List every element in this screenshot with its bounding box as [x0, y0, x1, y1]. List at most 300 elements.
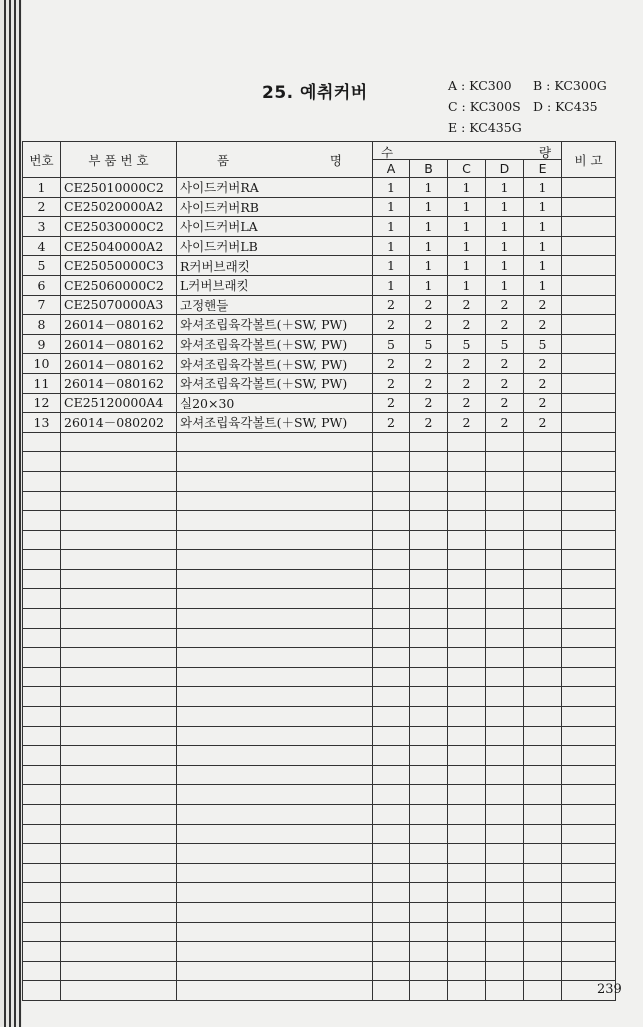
cell-qty-e — [524, 785, 562, 805]
cell-qty-e — [524, 648, 562, 668]
section-title: 25. 예취커버 — [262, 83, 368, 103]
cell-qty-c — [448, 961, 486, 981]
cell-qty-d: 2 — [486, 413, 524, 433]
cell-qty-a: 5 — [373, 334, 410, 354]
cell-qty-a: 1 — [373, 217, 410, 237]
cell-qty-d — [486, 589, 524, 609]
cell-qty-c: 1 — [448, 217, 486, 237]
cell-qty-c — [448, 844, 486, 864]
cell-part-no — [61, 569, 177, 589]
cell-name — [177, 609, 373, 629]
cell-qty-e — [524, 707, 562, 727]
header-qty-left: 수 — [381, 145, 394, 160]
cell-part-no — [61, 530, 177, 550]
cell-qty-c: 5 — [448, 334, 486, 354]
cell-qty-c: 2 — [448, 393, 486, 413]
cell-qty-e — [524, 942, 562, 962]
cell-qty-b: 2 — [410, 315, 448, 335]
cell-qty-e: 2 — [524, 413, 562, 433]
cell-qty-c — [448, 863, 486, 883]
cell-qty-a: 1 — [373, 256, 410, 276]
cell-qty-d — [486, 569, 524, 589]
cell-qty-a — [373, 942, 410, 962]
cell-qty-e — [524, 746, 562, 766]
table-row — [23, 236, 616, 256]
cell-qty-a: 2 — [373, 373, 410, 393]
cell-qty-d — [486, 746, 524, 766]
cell-part-no — [61, 746, 177, 766]
cell-part-no — [61, 687, 177, 707]
cell-remarks — [562, 178, 616, 198]
cell-qty-a: 2 — [373, 354, 410, 374]
header-model-d: D — [486, 160, 524, 178]
header-name — [177, 142, 373, 178]
cell-qty-e — [524, 491, 562, 511]
header-part-no: 부 품 번 호 — [61, 142, 177, 178]
cell-qty-d — [486, 863, 524, 883]
header-remarks: 비 고 — [562, 142, 616, 178]
cell-qty-b: 1 — [410, 236, 448, 256]
cell-qty-d — [486, 452, 524, 472]
table-row — [23, 922, 616, 942]
cell-part-no — [61, 883, 177, 903]
cell-qty-e — [524, 432, 562, 452]
cell-qty-a — [373, 785, 410, 805]
table-row — [23, 961, 616, 981]
cell-qty-b — [410, 569, 448, 589]
cell-name — [177, 824, 373, 844]
cell-qty-e — [524, 981, 562, 1001]
cell-no — [23, 648, 61, 668]
table-row — [23, 942, 616, 962]
cell-qty-d — [486, 491, 524, 511]
cell-remarks — [562, 942, 616, 962]
cell-name: R커버브래킷 — [177, 256, 373, 276]
cell-part-no — [61, 765, 177, 785]
cell-no: 4 — [23, 236, 61, 256]
cell-qty-c: 2 — [448, 413, 486, 433]
cell-name — [177, 844, 373, 864]
cell-part-no — [61, 785, 177, 805]
cell-qty-a — [373, 491, 410, 511]
cell-qty-b — [410, 883, 448, 903]
cell-remarks — [562, 452, 616, 472]
cell-name — [177, 883, 373, 903]
cell-name: 실20×30 — [177, 393, 373, 413]
cell-remarks — [562, 707, 616, 727]
cell-qty-b — [410, 785, 448, 805]
cell-qty-c — [448, 707, 486, 727]
table-row — [23, 413, 616, 433]
cell-qty-e: 2 — [524, 354, 562, 374]
cell-qty-c — [448, 824, 486, 844]
cell-qty-e — [524, 824, 562, 844]
cell-no — [23, 511, 61, 531]
cell-qty-c: 2 — [448, 354, 486, 374]
cell-name — [177, 530, 373, 550]
cell-qty-a — [373, 432, 410, 452]
cell-qty-c — [448, 609, 486, 629]
parts-table — [22, 141, 616, 1001]
cell-qty-a — [373, 805, 410, 825]
cell-qty-c: 2 — [448, 373, 486, 393]
cell-qty-b: 2 — [410, 413, 448, 433]
book-binding-edge — [0, 0, 22, 1027]
cell-name — [177, 628, 373, 648]
cell-name — [177, 726, 373, 746]
cell-remarks — [562, 413, 616, 433]
cell-qty-b: 1 — [410, 217, 448, 237]
cell-name — [177, 589, 373, 609]
cell-qty-b — [410, 863, 448, 883]
legend-entry: C : KC300S — [448, 99, 521, 114]
cell-part-no: 26014－080162 — [61, 334, 177, 354]
cell-qty-d: 2 — [486, 373, 524, 393]
cell-remarks — [562, 550, 616, 570]
cell-qty-b — [410, 942, 448, 962]
cell-qty-b — [410, 922, 448, 942]
table-row — [23, 824, 616, 844]
cell-qty-c — [448, 765, 486, 785]
cell-qty-e — [524, 863, 562, 883]
cell-part-no: CE25040000A2 — [61, 236, 177, 256]
cell-part-no — [61, 805, 177, 825]
legend-entry: D : KC435 — [533, 99, 598, 114]
cell-part-no: CE25070000A3 — [61, 295, 177, 315]
cell-part-no: CE25020000A2 — [61, 197, 177, 217]
cell-qty-a: 2 — [373, 413, 410, 433]
header-qty-right: 량 — [538, 145, 552, 160]
cell-qty-d: 1 — [486, 178, 524, 198]
cell-name: 와셔조립육각볼트(＋SW, PW) — [177, 315, 373, 335]
cell-qty-a — [373, 961, 410, 981]
cell-no: 12 — [23, 393, 61, 413]
cell-part-no — [61, 844, 177, 864]
cell-name — [177, 805, 373, 825]
table-row — [23, 648, 616, 668]
cell-part-no — [61, 942, 177, 962]
cell-name — [177, 746, 373, 766]
cell-qty-a — [373, 902, 410, 922]
cell-name — [177, 765, 373, 785]
cell-qty-a — [373, 726, 410, 746]
header-model-e: E — [524, 160, 562, 178]
cell-qty-b — [410, 471, 448, 491]
cell-no: 6 — [23, 275, 61, 295]
cell-qty-b — [410, 648, 448, 668]
cell-qty-b: 2 — [410, 295, 448, 315]
table-row — [23, 805, 616, 825]
cell-name: 사이드커버LB — [177, 236, 373, 256]
cell-qty-c — [448, 628, 486, 648]
cell-qty-d — [486, 530, 524, 550]
cell-qty-d — [486, 609, 524, 629]
cell-part-no — [61, 511, 177, 531]
cell-no — [23, 785, 61, 805]
cell-qty-d: 2 — [486, 315, 524, 335]
legend-entry: E : KC435G — [448, 120, 522, 135]
cell-qty-d — [486, 785, 524, 805]
cell-remarks — [562, 217, 616, 237]
cell-qty-a — [373, 550, 410, 570]
cell-qty-e — [524, 569, 562, 589]
cell-qty-e — [524, 687, 562, 707]
cell-part-no: 26014－080162 — [61, 354, 177, 374]
cell-remarks — [562, 648, 616, 668]
cell-remarks — [562, 256, 616, 276]
cell-qty-e: 2 — [524, 295, 562, 315]
cell-name — [177, 432, 373, 452]
cell-qty-c — [448, 726, 486, 746]
cell-remarks — [562, 354, 616, 374]
cell-qty-a — [373, 569, 410, 589]
cell-qty-a: 2 — [373, 295, 410, 315]
cell-qty-e — [524, 844, 562, 864]
table-row — [23, 667, 616, 687]
cell-qty-d — [486, 805, 524, 825]
cell-qty-a — [373, 746, 410, 766]
cell-name — [177, 648, 373, 668]
cell-no: 9 — [23, 334, 61, 354]
cell-qty-a — [373, 707, 410, 727]
cell-qty-e — [524, 609, 562, 629]
cell-name — [177, 667, 373, 687]
table-row — [23, 785, 616, 805]
cell-qty-b — [410, 432, 448, 452]
cell-qty-b — [410, 667, 448, 687]
cell-name — [177, 863, 373, 883]
cell-name — [177, 491, 373, 511]
cell-remarks — [562, 393, 616, 413]
cell-qty-c — [448, 432, 486, 452]
cell-qty-d — [486, 883, 524, 903]
cell-no — [23, 942, 61, 962]
cell-qty-a: 2 — [373, 393, 410, 413]
cell-qty-a — [373, 863, 410, 883]
cell-qty-e: 5 — [524, 334, 562, 354]
legend-line — [448, 75, 618, 96]
cell-remarks — [562, 295, 616, 315]
cell-qty-d: 1 — [486, 275, 524, 295]
cell-qty-a — [373, 628, 410, 648]
cell-no — [23, 863, 61, 883]
cell-qty-d: 1 — [486, 217, 524, 237]
cell-part-no — [61, 491, 177, 511]
cell-no — [23, 667, 61, 687]
cell-qty-c — [448, 942, 486, 962]
cell-part-no — [61, 609, 177, 629]
cell-part-no: CE25120000A4 — [61, 393, 177, 413]
table-row — [23, 863, 616, 883]
table-row — [23, 178, 616, 198]
cell-name: 고정핸들 — [177, 295, 373, 315]
table-row — [23, 491, 616, 511]
cell-qty-e: 1 — [524, 178, 562, 198]
table-row — [23, 726, 616, 746]
cell-part-no — [61, 550, 177, 570]
table-row — [23, 902, 616, 922]
cell-remarks — [562, 961, 616, 981]
cell-qty-a — [373, 589, 410, 609]
cell-no — [23, 805, 61, 825]
cell-qty-b — [410, 707, 448, 727]
cell-qty-b — [410, 961, 448, 981]
cell-remarks — [562, 687, 616, 707]
cell-qty-b — [410, 491, 448, 511]
cell-remarks — [562, 471, 616, 491]
cell-qty-e: 1 — [524, 275, 562, 295]
table-row — [23, 589, 616, 609]
cell-remarks — [562, 609, 616, 629]
cell-part-no — [61, 902, 177, 922]
table-row — [23, 746, 616, 766]
cell-part-no — [61, 824, 177, 844]
cell-qty-d: 5 — [486, 334, 524, 354]
cell-qty-c — [448, 922, 486, 942]
page-number: 239 — [597, 982, 622, 997]
cell-qty-b — [410, 765, 448, 785]
header-name-a: 품 — [217, 153, 230, 168]
cell-qty-d — [486, 902, 524, 922]
table-row — [23, 550, 616, 570]
cell-qty-d — [486, 667, 524, 687]
cell-qty-a — [373, 844, 410, 864]
cell-qty-c — [448, 491, 486, 511]
cell-remarks — [562, 275, 616, 295]
cell-qty-b — [410, 726, 448, 746]
table-row — [23, 883, 616, 903]
cell-qty-c — [448, 530, 486, 550]
cell-remarks — [562, 530, 616, 550]
cell-remarks — [562, 883, 616, 903]
cell-no — [23, 726, 61, 746]
cell-no — [23, 530, 61, 550]
legend-entry: B : KC300G — [533, 78, 607, 93]
cell-part-no — [61, 981, 177, 1001]
cell-name — [177, 471, 373, 491]
cell-remarks — [562, 785, 616, 805]
cell-remarks — [562, 432, 616, 452]
cell-qty-e: 2 — [524, 373, 562, 393]
cell-qty-b: 1 — [410, 275, 448, 295]
cell-qty-a: 1 — [373, 197, 410, 217]
cell-qty-e — [524, 902, 562, 922]
legend-line — [448, 117, 618, 138]
cell-qty-d: 2 — [486, 295, 524, 315]
table-row — [23, 295, 616, 315]
cell-qty-e — [524, 628, 562, 648]
cell-qty-b — [410, 844, 448, 864]
cell-remarks — [562, 844, 616, 864]
cell-name: 와셔조립육각볼트(＋SW, PW) — [177, 373, 373, 393]
cell-qty-d: 1 — [486, 256, 524, 276]
table-row — [23, 530, 616, 550]
cell-qty-d — [486, 844, 524, 864]
cell-qty-e — [524, 589, 562, 609]
cell-qty-a — [373, 824, 410, 844]
header-model-a: A — [373, 160, 410, 178]
cell-qty-d — [486, 471, 524, 491]
model-legend — [448, 75, 618, 138]
cell-no — [23, 569, 61, 589]
cell-qty-c: 1 — [448, 256, 486, 276]
cell-name — [177, 707, 373, 727]
cell-qty-d — [486, 511, 524, 531]
cell-part-no — [61, 726, 177, 746]
cell-qty-a — [373, 883, 410, 903]
table-row — [23, 452, 616, 472]
cell-qty-c: 2 — [448, 315, 486, 335]
cell-no — [23, 844, 61, 864]
cell-no — [23, 550, 61, 570]
cell-name — [177, 902, 373, 922]
cell-qty-c — [448, 471, 486, 491]
cell-qty-b — [410, 452, 448, 472]
cell-part-no — [61, 432, 177, 452]
cell-qty-b: 1 — [410, 178, 448, 198]
cell-name — [177, 687, 373, 707]
table-row — [23, 569, 616, 589]
cell-qty-a: 2 — [373, 315, 410, 335]
cell-part-no: 26014－080162 — [61, 373, 177, 393]
table-row — [23, 687, 616, 707]
cell-part-no: CE25050000C3 — [61, 256, 177, 276]
cell-qty-d — [486, 628, 524, 648]
cell-part-no — [61, 628, 177, 648]
table-row — [23, 844, 616, 864]
cell-no — [23, 707, 61, 727]
cell-remarks — [562, 589, 616, 609]
cell-qty-e: 2 — [524, 393, 562, 413]
cell-qty-e — [524, 452, 562, 472]
table-row — [23, 334, 616, 354]
cell-no — [23, 491, 61, 511]
table-row — [23, 315, 616, 335]
cell-name — [177, 922, 373, 942]
cell-name: 사이드커버RA — [177, 178, 373, 198]
cell-qty-a — [373, 530, 410, 550]
cell-name: 사이드커버LA — [177, 217, 373, 237]
cell-qty-d: 2 — [486, 354, 524, 374]
table-row — [23, 256, 616, 276]
cell-qty-d — [486, 550, 524, 570]
cell-part-no: 26014－080202 — [61, 413, 177, 433]
cell-qty-e — [524, 511, 562, 531]
cell-remarks — [562, 197, 616, 217]
cell-no — [23, 961, 61, 981]
cell-remarks — [562, 315, 616, 335]
cell-qty-a — [373, 452, 410, 472]
cell-remarks — [562, 334, 616, 354]
cell-qty-e: 2 — [524, 315, 562, 335]
cell-part-no — [61, 471, 177, 491]
header-model-c: C — [448, 160, 486, 178]
cell-qty-c — [448, 883, 486, 903]
cell-qty-b: 2 — [410, 393, 448, 413]
cell-part-no: CE25060000C2 — [61, 275, 177, 295]
cell-no: 1 — [23, 178, 61, 198]
cell-name — [177, 452, 373, 472]
cell-qty-b — [410, 530, 448, 550]
cell-qty-d — [486, 922, 524, 942]
cell-qty-d — [486, 981, 524, 1001]
cell-qty-e: 1 — [524, 236, 562, 256]
cell-qty-a — [373, 648, 410, 668]
cell-remarks — [562, 511, 616, 531]
cell-qty-c — [448, 648, 486, 668]
cell-no — [23, 589, 61, 609]
cell-part-no: CE25010000C2 — [61, 178, 177, 198]
